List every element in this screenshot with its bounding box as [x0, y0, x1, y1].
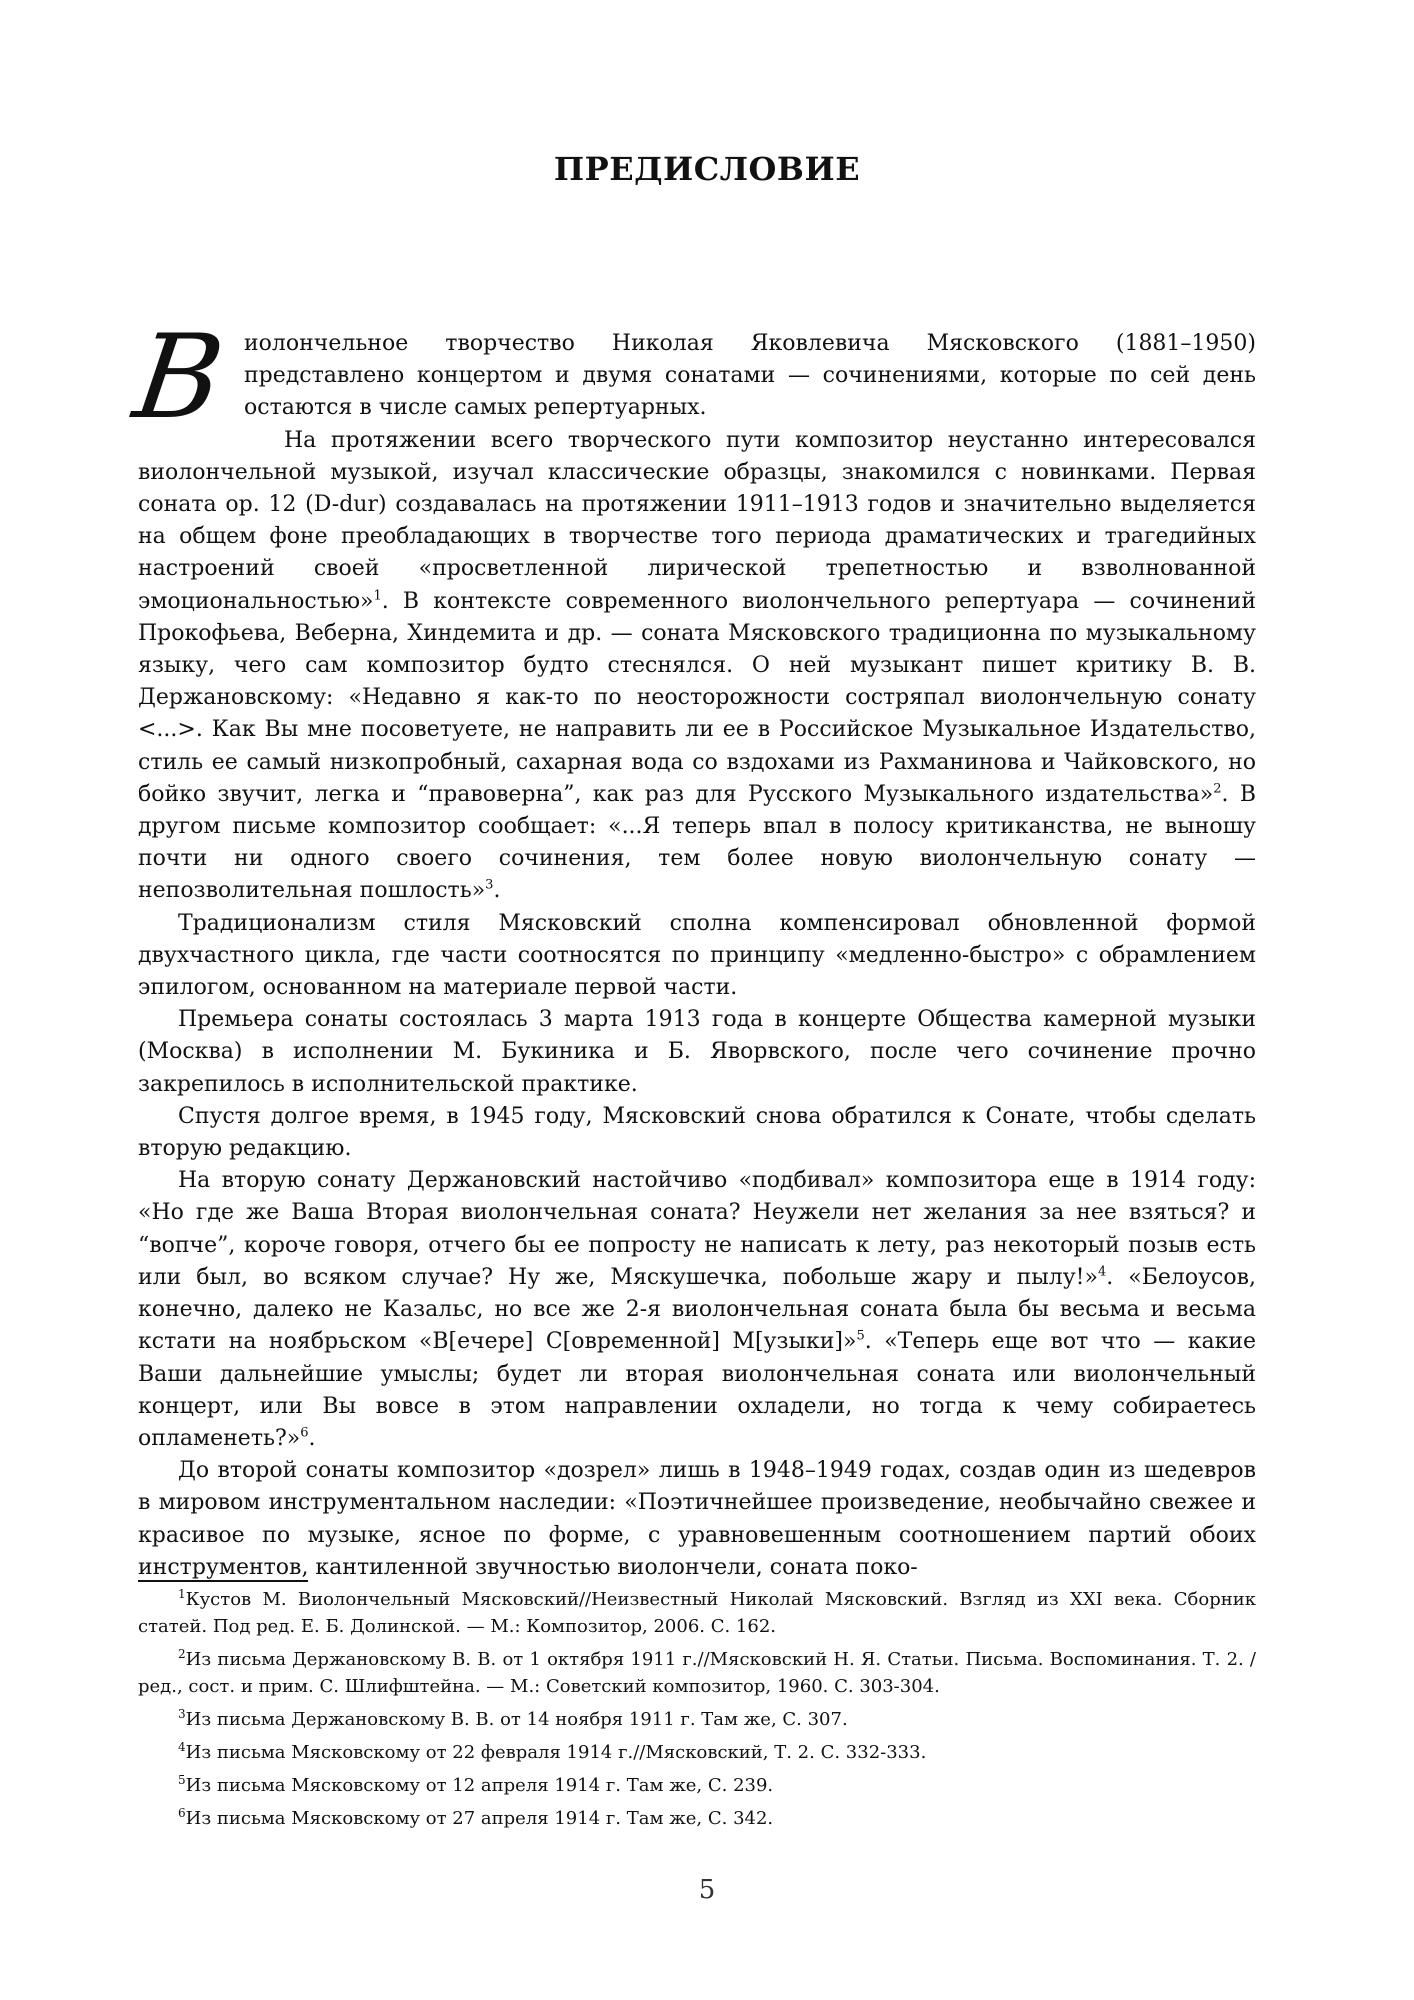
paragraph [138, 1165, 1256, 1455]
page-number: 5 [698, 1875, 716, 1905]
paragraph: Спустя долгое время, в 1945 году, Мясковский снова обратился к Сонате, чтобы сделать вторую редакцию. [138, 1103, 1256, 1162]
footnote [138, 1646, 1256, 1700]
footnote-text: Из письма Мясковскому от 22 февраля 1914 г.//Мясковский, Т. 2. С. 332-333. [185, 1742, 927, 1763]
paragraph-text: . В другом письме композитор сообщает: «...Я теперь впал в полосу критиканства, не выношу почти ни одного своего сочинения, тем более новую виолончельную сонату — непозволительная пошлость» [138, 781, 1256, 904]
footnote-text: Из письма Мясковскому от 12 апреля 1914 г. Там же, С. 239. [185, 1775, 774, 1796]
footnote-ref[interactable]: 5 [856, 1328, 865, 1344]
paragraph-text: . «Белоусов, конечно, далеко не Казальс, но все же 2-я виолончельная соната была бы весьма и весьма кстати на ноябрьском «В[ечере] С[овременной] М[узыки]» [138, 1264, 1256, 1355]
paragraph-text: . «Теперь еще вот что — какие Ваши дальнейшие умыслы; будет ли вторая виолончельная соната или виолончельный концерт, или Вы вовсе в этом направлении охладели, но тогда к чему собираетесь опламенеть?» [138, 1329, 1257, 1451]
footnote-ref[interactable]: 4 [1097, 1264, 1107, 1280]
paragraph-text: На вторую сонату Держановский настойчиво «подбивал» композитора еще в 1914 году: «Но где же Ваша Вторая виолончельная соната? Неужели нет желания за нее взяться? и “вопче”, короче говоря, отчего бы ее попросту не написать к лету, раз некоторый позыв есть или был, во всяком случае? Ну же, Мяскушечка, побольше жару и пылу!» [138, 1168, 1256, 1290]
footnote-ref[interactable]: 3 [485, 878, 494, 894]
paragraph-text: . [308, 1425, 316, 1451]
footnote-text: Из письма Держановскому В. В. от 1 октября 1911 г.//Мясковский Н. Я. Статьи. Письма. Воспоминания. Т. 2. /ред., сост. и прим. С. Шлифштейна. — М.: Советский композитор, 1960. С. 303-304. [138, 1649, 1256, 1697]
footnote-mark: 6 [178, 1806, 186, 1820]
footnote-text: Из письма Держановскому В. В. от 14 ноября 1911 г. Там же, С. 307. [185, 1709, 848, 1730]
footnote-mark: 5 [178, 1773, 186, 1787]
paragraph: Традиционализм стиля Мясковский сполна компенсировал обновленной формой двухчастного цикла, где части соотносятся по принципу «медленно-быстро» с обрамлением эпилогом, основанном на материале первой части. [138, 910, 1256, 1001]
drop-cap: В [126, 310, 232, 445]
footnote-mark: 3 [178, 1707, 186, 1721]
footnote-ref[interactable]: 2 [1213, 781, 1222, 797]
footnote-mark: 1 [178, 1587, 186, 1601]
main-text [126, 310, 1257, 1584]
paragraph: Премьера сонаты состоялась 3 марта 1913 года в концерте Общества камерной музыки (Москва) в исполнении М. Букиника и Б. Яворвского, после чего сочинение прочно закрепилось в исполнительской практике. [138, 1007, 1256, 1097]
footnote [138, 1706, 1256, 1733]
paragraph-text: . В контексте современного виолончельного репертуара — сочинений Прокофьева, Веберна, Хиндемита и др. — соната Мясковского традиционна по музыкальному языку, чего сам композитор будто стеснялся. О ней музыкант пишет критику В. В. Держановскому: «Недавно я как-то по неосторожности состряпал виолончельную сонату <...>. Как Вы мне посоветуете, не направить ли ее в Российское Музыкальное Издательство, стиль ее самый низкопробный, сахарная вода со вздохами из Рахманинова и Чайковского, но бойко звучит, легка и “правоверна”, как раз для Русского Музыкального издательства» [138, 588, 1256, 807]
footnote [138, 1586, 1256, 1640]
footnote [138, 1805, 1256, 1832]
paragraph-text: . [493, 878, 501, 904]
footnote-text: Из письма Мясковскому от 27 апреля 1914 г. Там же, С. 342. [185, 1808, 774, 1829]
footnote-ref[interactable]: 1 [373, 588, 382, 604]
paragraph: До второй сонаты композитор «дозрел» лишь в 1948–1949 годах, создав один из шедевров в мировом инструментальном наследии: «Поэтичнейшее произведение, необычайно свежее и красивое по музыке, ясное по форме, с уравновешенным соотношением партий обоих инструментов, кантиленной звучностью виолончели, соната поко- [138, 1458, 1256, 1580]
paragraph-text: На протяжении всего творческого пути композитор неустанно интересовался виолончельной музыкой, изучал классические образцы, знакомился с новинками. Первая соната ор. 12 (D-dur) создавалась на протяжении 1911–1913 годов и значительно выделяется на общем фоне преобладающих в творчестве того периода драматических и трагедийных настроений своей «просветленной лирической трепетностью и взволнованной эмоциональностью» [138, 427, 1256, 614]
footnote [138, 1739, 1256, 1766]
footnote-text: Кустов М. Виолончельный Мясковский//Неизвестный Николай Мясковский. Взгляд из XXI века. Сборник статей. Под ред. Е. Б. Долинской. — М.: Композитор, 2006. С. 162. [138, 1589, 1256, 1637]
footnote-ref[interactable]: 6 [300, 1425, 309, 1441]
paragraph [138, 425, 1256, 908]
footnote-mark: 2 [178, 1647, 186, 1661]
footnote-mark: 4 [178, 1740, 186, 1754]
footnote-divider [138, 1580, 308, 1582]
footnotes [138, 1586, 1256, 1838]
page-title: ПРЕДИСЛОВИЕ [553, 150, 861, 188]
paragraph-text: иолончельное творчество Николая Яковлевича Мясковского (1881–1950) представлено концертом и двумя сонатами — сочинениями, которые по сей день остаются в числе самых репертуарных. [244, 331, 1256, 421]
paragraph-intro [126, 310, 1256, 445]
footnote [138, 1772, 1256, 1799]
